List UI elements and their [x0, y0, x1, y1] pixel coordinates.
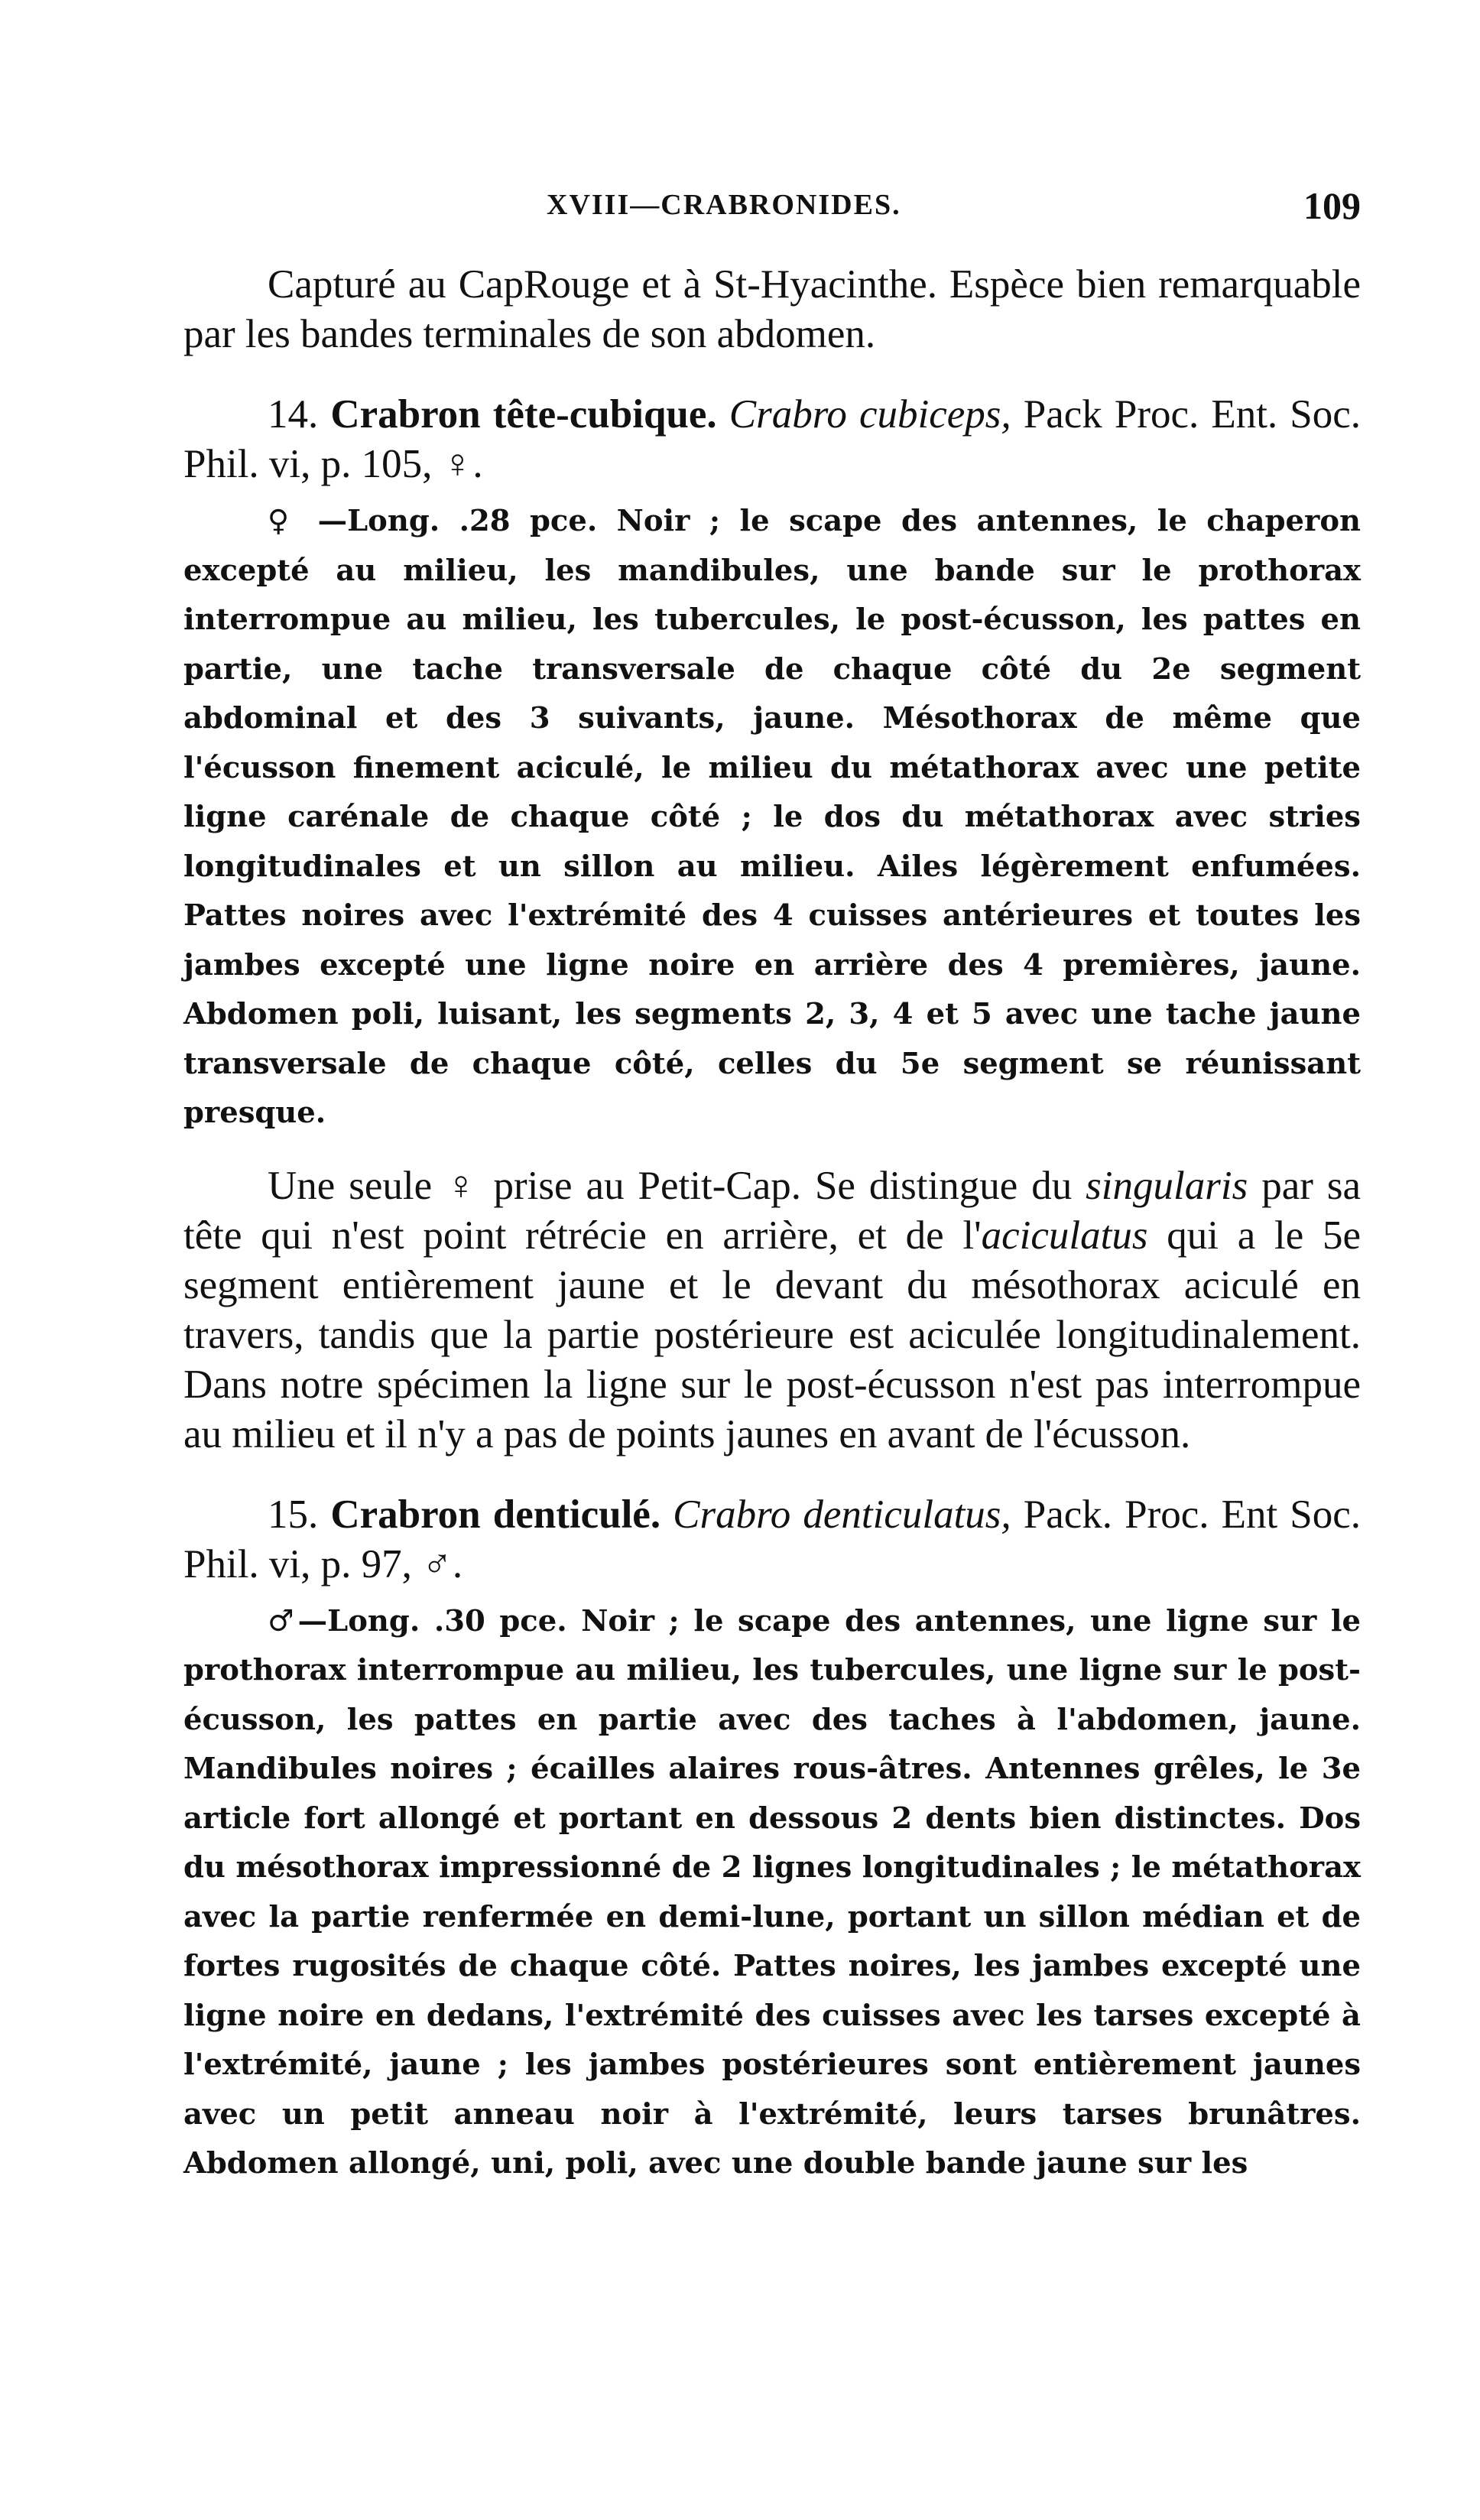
note-mid: par sa tête qui n'est point rétrécie en arrière, et de l': [183, 1163, 1361, 1258]
species-15-common-name: Crabron denticulé.: [330, 1492, 661, 1537]
species-14-citation: Pack Proc. Ent. Soc. Phil. vi, p. 105, ♀.: [183, 392, 1362, 486]
note-sci-singularis: singularis: [1086, 1163, 1248, 1208]
page-number: 109: [1303, 184, 1361, 227]
species-14-description: ♀ —Long. .28 pce. Noir ; le scape des antennes, le chaperon excepté au milieu, les mandibules, une bande sur le prothorax interrompue au milieu, les tubercules, le post-écusson, les pattes en partie, une tache transversale de chaque côté du 2e segment abdominal et des 3 suivants, jaune. Mésothorax de même que l'écusson finement aciculé, le milieu du métathorax avec une petite ligne carénale de chaque côté ; le dos du métathorax avec stries longitudinales et un sillon au milieu. Ailes légèrement enfumées. Pattes noires avec l'extrémité des 4 cuisses antérieures et toutes les jambes excepté une ligne noire en arrière des 4 premières, jaune. Abdomen poli, luisant, les segments 2, 3, 4 et 5 avec une tache jaune transversale de chaque côté, celles du 5e segment se réunissant presque.: [183, 504, 1361, 1130]
species-14-common-name: Crabron tête-cubique.: [330, 392, 717, 437]
species-15-scientific-name: Crabro denticulatus,: [673, 1492, 1011, 1537]
species-15-citation: Pack. Proc. Ent Soc. Phil. vi, p. 97, ♂.: [183, 1492, 1362, 1586]
note-rest: qui a le 5e segment entièrement jaune et le devant du mésothorax aciculé en travers, tandis que la partie postérieure est aciculée longitudinalement. Dans notre spécimen la ligne sur le post-écusson n'est pas interrompue au milieu et il n'y a pas de points jaunes en avant de l'écusson.: [183, 1213, 1362, 1456]
species-15-number: 15.: [268, 1492, 319, 1537]
note-sci-aciculatus: aciculatus: [981, 1213, 1148, 1258]
species-14-number: 14.: [268, 392, 319, 437]
species-14-scientific-name: Crabro cubiceps,: [729, 392, 1011, 437]
page-content: [183, 183, 1361, 2189]
species-15-description: ♂—Long. .30 pce. Noir ; le scape des antennes, une ligne sur le prothorax interrompue au milieu, les tubercules, une ligne sur le post-écusson, les pattes en partie avec des taches à l'abdomen, jaune. Mandibules noires ; écailles alaires rous-âtres. Antennes grêles, le 3e article fort allongé et portant en dessous 2 dents bien distinctes. Dos du mésothorax impressionné de 2 lignes longitudinales ; le métathorax avec la partie renfermée en demi-lune, portant un sillon médian et de fortes rugosités de chaque côté. Pattes noires, les jambes excepté une ligne noire en dedans, l'extrémité des cuisses avec les tarses excepté à l'extrémité, jaune ; les jambes postérieures sont entièrement jaunes avec un petit anneau noir à l'extrémité, leurs tarses brunâtres. Abdomen allongé, uni, poli, avec une double bande jaune sur les: [183, 1603, 1361, 2181]
page-header: [183, 183, 1361, 237]
species-14-heading: [183, 390, 1361, 489]
intro-paragraph: Capturé au CapRouge et à St-Hyacinthe. Espèce bien remarquable par les bandes terminales de son abdomen.: [183, 262, 1361, 356]
species-14-note: [183, 1161, 1361, 1460]
note-lead: Une seule ♀ prise au Petit-Cap. Se distingue du: [268, 1163, 1073, 1208]
species-15-heading: [183, 1490, 1361, 1590]
running-head: XVIII—CRABRONIDES.: [547, 189, 901, 221]
